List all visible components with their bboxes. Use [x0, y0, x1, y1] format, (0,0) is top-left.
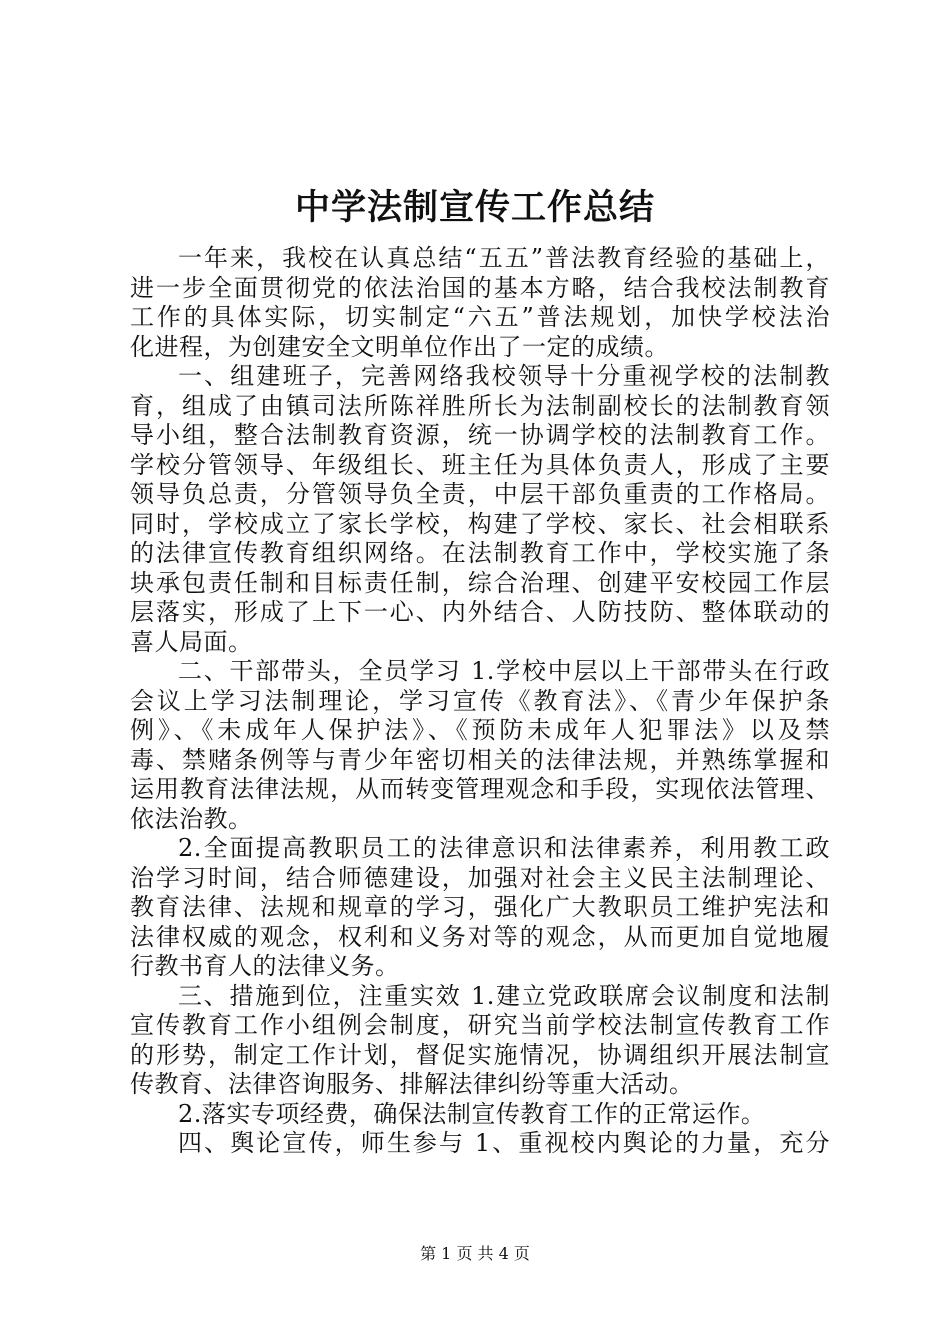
paragraph-line: 依法治教。 [130, 804, 253, 833]
paragraph-line: 层落实，形成了上下一心、内外结合、人防技防、整体联动的 [130, 598, 830, 626]
paragraph-line: 同时，学校成立了家长学校，构建了学校、家长、社会相联系 [130, 509, 830, 538]
paragraph-line: 化进程，为创建安全文明单位作出了一定的成绩。 [130, 332, 669, 361]
paragraph-line: 法律权威的观念，权利和义务对等的观念，从而更加自觉地履 [130, 922, 830, 951]
paragraph-line: 喜人局面。 [130, 627, 253, 656]
paragraph-line: 教育法律、法规和规章的学习，强化广大教职员工维护宪法和 [130, 893, 830, 921]
paragraph-line: 行教书育人的法律义务。 [130, 952, 400, 980]
paragraph-line: 例》、《未成年人保护法》、《预防未成年人犯罪法》以及禁 [130, 716, 830, 744]
paragraph-line: 传教育、法律咨询服务、排解法律纠纷等重大活动。 [130, 1070, 694, 1098]
paragraph-line: 一年来，我校在认真总结“五五”普法教育经验的基础上， [178, 244, 830, 272]
document-body [130, 244, 830, 1159]
paragraph-line: 的形势，制定工作计划，督促实施情况，协调组织开展法制宣 [130, 1040, 830, 1069]
paragraph-line: 进一步全面贯彻党的依法治国的基本方略，结合我校法制教育 [130, 273, 830, 302]
paragraph-line: 毒、禁赌条例等与青少年密切相关的法律法规，并熟练掌握和 [130, 745, 830, 774]
paragraph-line: 领导负总责，分管领导负全责，中层干部负重责的工作格局。 [130, 480, 830, 508]
paragraph-line: 2.落实专项经费，确保法制宣传教育工作的正常运作。 [178, 1099, 766, 1128]
paragraph-line: 的法律宣传教育组织网络。在法制教育工作中，学校实施了条 [130, 539, 830, 567]
paragraph-line: 学校分管领导、年级组长、班主任为具体负责人，形成了主要 [130, 450, 830, 479]
page-number: 第 1 页 共 4 页 [420, 1244, 530, 1263]
paragraph-line: 2.全面提高教职员工的法律意识和法律素养，利用教工政 [178, 834, 830, 862]
document-title: 中学法制宣传工作总结 [294, 187, 655, 228]
paragraph-line: 一、组建班子，完善网络我校领导十分重视学校的法制教 [178, 362, 830, 390]
paragraph-line: 育，组成了由镇司法所陈祥胜所长为法制副校长的法制教育领 [130, 391, 830, 420]
paragraph-line: 工作的具体实际，切实制定“六五”普法规划，加快学校法治 [130, 303, 830, 331]
paragraph-line: 四、舆论宣传，师生参与 1、重视校内舆论的力量，充分 [178, 1129, 830, 1157]
paragraph-line: 块承包责任制和目标责任制，综合治理、创建平安校园工作层 [130, 568, 830, 597]
paragraph-line: 会议上学习法制理论，学习宣传《教育法》、《青少年保护条 [130, 686, 830, 715]
paragraph-line: 二、干部带头，全员学习 1.学校中层以上干部带头在行政 [178, 657, 830, 685]
paragraph-line: 宣传教育工作小组例会制度，研究当前学校法制宣传教育工作 [130, 1011, 830, 1039]
paragraph-line: 导小组，整合法制教育资源，统一协调学校的法制教育工作。 [130, 421, 830, 449]
paragraph-line: 三、措施到位，注重实效 1.建立党政联席会议制度和法制 [178, 981, 830, 1010]
paragraph-line: 运用教育法律法规，从而转变管理观念和手段，实现依法管理、 [130, 775, 830, 803]
paragraph-line: 治学习时间，结合师德建设，加强对社会主义民主法制理论、 [130, 863, 830, 892]
